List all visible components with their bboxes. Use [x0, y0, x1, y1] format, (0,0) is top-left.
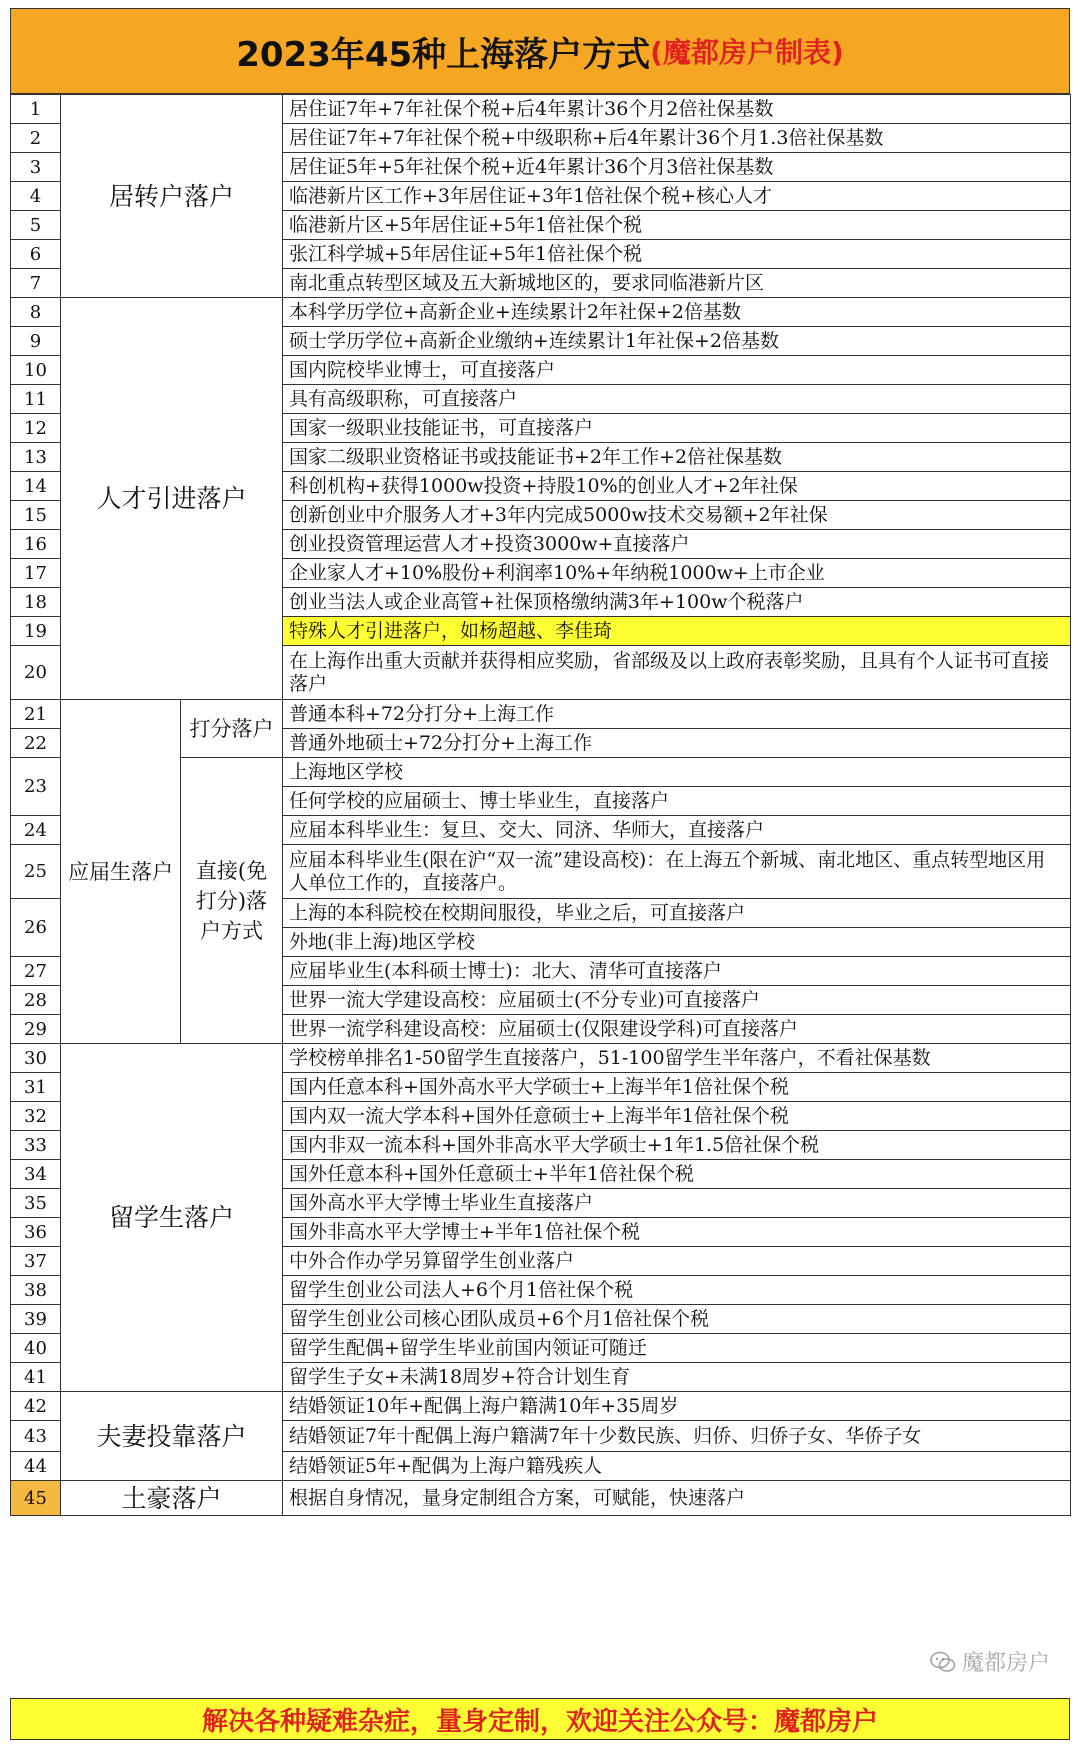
row-number: 6: [11, 240, 61, 269]
row-description: 临港新片区工作+3年居住证+3年1倍社保个税+核心人才: [283, 182, 1071, 211]
row-number: 20: [11, 646, 61, 700]
row-description: 国家二级职业资格证书或技能证书+2年工作+2倍社保基数: [283, 443, 1071, 472]
page-subtitle: (魔都房户制表): [650, 36, 844, 69]
subcategory-dafen: 打分落户: [181, 700, 283, 758]
title-bar: [10, 8, 1070, 94]
row-number: 3: [11, 153, 61, 182]
row-number: 40: [11, 1334, 61, 1363]
row-description: 创业投资管理运营人才+投资3000w+直接落户: [283, 530, 1071, 559]
row-description: 留学生创业公司核心团队成员+6个月1倍社保个税: [283, 1305, 1071, 1334]
row-description: 具有高级职称，可直接落户: [283, 385, 1071, 414]
row-number: 27: [11, 957, 61, 986]
row-description: 南北重点转型区域及五大新城地区的，要求同临港新片区: [283, 269, 1071, 298]
row-description: 世界一流学科建设高校：应届硕士(仅限建设学科)可直接落户: [283, 1015, 1071, 1044]
row-number: 18: [11, 588, 61, 617]
row-description: 应届本科毕业生：复旦、交大、同济、华师大，直接落户: [283, 816, 1071, 845]
row-description: 外地(非上海)地区学校: [283, 928, 1071, 957]
category-fuqi: 夫妻投靠落户: [61, 1392, 283, 1481]
row-number: 8: [11, 298, 61, 327]
row-description: 国外高水平大学博士毕业生直接落户: [283, 1189, 1071, 1218]
row-number: 39: [11, 1305, 61, 1334]
table-row: [11, 1392, 1071, 1421]
row-description: 留学生配偶+留学生毕业前国内领证可随迁: [283, 1334, 1071, 1363]
category-yingjie: 应届生落户: [61, 700, 181, 1044]
row-description: 特殊人才引进落户，如杨超越、李佳琦: [283, 617, 1071, 646]
row-description: 留学生子女+未满18周岁+符合计划生育: [283, 1363, 1071, 1392]
row-number: 41: [11, 1363, 61, 1392]
row-description: 根据自身情况，量身定制组合方案，可赋能，快速落户: [283, 1481, 1071, 1516]
row-description: 硕士学历学位+高新企业缴纳+连续累计1年社保+2倍基数: [283, 327, 1071, 356]
row-description: 国内非双一流本科+国外非高水平大学硕士+1年1.5倍社保个税: [283, 1131, 1071, 1160]
table-row: [11, 95, 1071, 124]
row-number: 32: [11, 1102, 61, 1131]
footer-banner: 解决各种疑难杂症，量身定制，欢迎关注公众号：魔都房户: [10, 1698, 1070, 1740]
row-number: 37: [11, 1247, 61, 1276]
row-description: 国外任意本科+国外任意硕士+半年1倍社保个税: [283, 1160, 1071, 1189]
row-description: 任何学校的应届硕士、博士毕业生，直接落户: [283, 787, 1071, 816]
row-number: 1: [11, 95, 61, 124]
methods-table: [10, 94, 1071, 1516]
row-description: 企业家人才+10%股份+利润率10%+年纳税1000w+上市企业: [283, 559, 1071, 588]
row-description: 国外非高水平大学博士+半年1倍社保个税: [283, 1218, 1071, 1247]
row-description: 本科学历学位+高新企业+连续累计2年社保+2倍基数: [283, 298, 1071, 327]
row-number: 19: [11, 617, 61, 646]
row-number: 44: [11, 1452, 61, 1481]
row-description: 应届毕业生(本科硕士博士)：北大、清华可直接落户: [283, 957, 1071, 986]
row-description: 普通本科+72分打分+上海工作: [283, 700, 1071, 729]
wechat-icon: [930, 1651, 956, 1673]
page-title: 2023年45种上海落户方式: [236, 34, 651, 75]
row-number: 34: [11, 1160, 61, 1189]
row-number: 16: [11, 530, 61, 559]
row-description: 上海地区学校: [283, 758, 1071, 787]
row-description: 普通外地硕士+72分打分+上海工作: [283, 729, 1071, 758]
row-description: 结婚领证7年十配偶上海户籍满7年十少数民族、归侨、归侨子女、华侨子女: [283, 1421, 1071, 1452]
category-liuxue: 留学生落户: [61, 1044, 283, 1392]
row-number: 14: [11, 472, 61, 501]
row-number: 21: [11, 700, 61, 729]
row-number: 31: [11, 1073, 61, 1102]
category-juzhuan: 居转户落户: [61, 95, 283, 298]
row-number: 24: [11, 816, 61, 845]
row-description: 结婚领证10年+配偶上海户籍满10年+35周岁: [283, 1392, 1071, 1421]
row-number: 15: [11, 501, 61, 530]
row-number: 11: [11, 385, 61, 414]
row-number: 30: [11, 1044, 61, 1073]
row-number: 42: [11, 1392, 61, 1421]
category-rencai: 人才引进落户: [61, 298, 283, 700]
row-number: 25: [11, 845, 61, 899]
row-number: 10: [11, 356, 61, 385]
subcategory-zhijie: 直接(免打分)落户方式: [181, 758, 283, 1044]
row-number: 5: [11, 211, 61, 240]
row-description: 创业当法人或企业高管+社保顶格缴纳满3年+100w个税落户: [283, 588, 1071, 617]
table-row: [11, 1044, 1071, 1073]
row-number: 43: [11, 1421, 61, 1452]
watermark: [930, 1646, 1050, 1677]
row-number: 35: [11, 1189, 61, 1218]
row-number: 17: [11, 559, 61, 588]
watermark-text: 魔都房户: [961, 1651, 1050, 1676]
row-number: 26: [11, 899, 61, 957]
row-number: 23: [11, 758, 61, 816]
row-number: 13: [11, 443, 61, 472]
row-number: 22: [11, 729, 61, 758]
category-tuhao: 土豪落户: [61, 1481, 283, 1516]
table-row: [11, 1481, 1071, 1516]
row-description: 中外合作办学另算留学生创业落户: [283, 1247, 1071, 1276]
row-number: 45: [11, 1481, 61, 1516]
row-description: 居住证7年+7年社保个税+中级职称+后4年累计36个月1.3倍社保基数: [283, 124, 1071, 153]
row-description: 结婚领证5年+配偶为上海户籍残疾人: [283, 1452, 1071, 1481]
row-description: 创新创业中介服务人才+3年内完成5000w技术交易额+2年社保: [283, 501, 1071, 530]
row-number: 38: [11, 1276, 61, 1305]
table-row: [11, 298, 1071, 327]
row-description: 学校榜单排名1-50留学生直接落户，51-100留学生半年落户，不看社保基数: [283, 1044, 1071, 1073]
row-number: 33: [11, 1131, 61, 1160]
row-description: 在上海作出重大贡献并获得相应奖励，省部级及以上政府表彰奖励，且具有个人证书可直接落户: [283, 646, 1071, 700]
row-description: 国内双一流大学本科+国外任意硕士+上海半年1倍社保个税: [283, 1102, 1071, 1131]
row-description: 应届本科毕业生(限在沪“双一流”建设高校)：在上海五个新城、南北地区、重点转型地区用人单位工作的，直接落户。: [283, 845, 1071, 899]
row-number: 2: [11, 124, 61, 153]
row-description: 居住证7年+7年社保个税+后4年累计36个月2倍社保基数: [283, 95, 1071, 124]
row-description: 国家一级职业技能证书，可直接落户: [283, 414, 1071, 443]
row-description: 国内院校毕业博士，可直接落户: [283, 356, 1071, 385]
table-row: [11, 700, 1071, 729]
row-description: 张江科学城+5年居住证+5年1倍社保个税: [283, 240, 1071, 269]
row-number: 28: [11, 986, 61, 1015]
row-description: 留学生创业公司法人+6个月1倍社保个税: [283, 1276, 1071, 1305]
sheet: [10, 8, 1070, 1738]
row-number: 29: [11, 1015, 61, 1044]
row-description: 科创机构+获得1000w投资+持股10%的创业人才+2年社保: [283, 472, 1071, 501]
row-description: 居住证5年+5年社保个税+近4年累计36个月3倍社保基数: [283, 153, 1071, 182]
row-number: 36: [11, 1218, 61, 1247]
row-description: 上海的本科院校在校期间服役，毕业之后，可直接落户: [283, 899, 1071, 928]
row-description: 临港新片区+5年居住证+5年1倍社保个税: [283, 211, 1071, 240]
row-number: 12: [11, 414, 61, 443]
row-description: 世界一流大学建设高校：应届硕士(不分专业)可直接落户: [283, 986, 1071, 1015]
row-number: 9: [11, 327, 61, 356]
row-number: 4: [11, 182, 61, 211]
row-description: 国内任意本科+国外高水平大学硕士+上海半年1倍社保个税: [283, 1073, 1071, 1102]
row-number: 7: [11, 269, 61, 298]
